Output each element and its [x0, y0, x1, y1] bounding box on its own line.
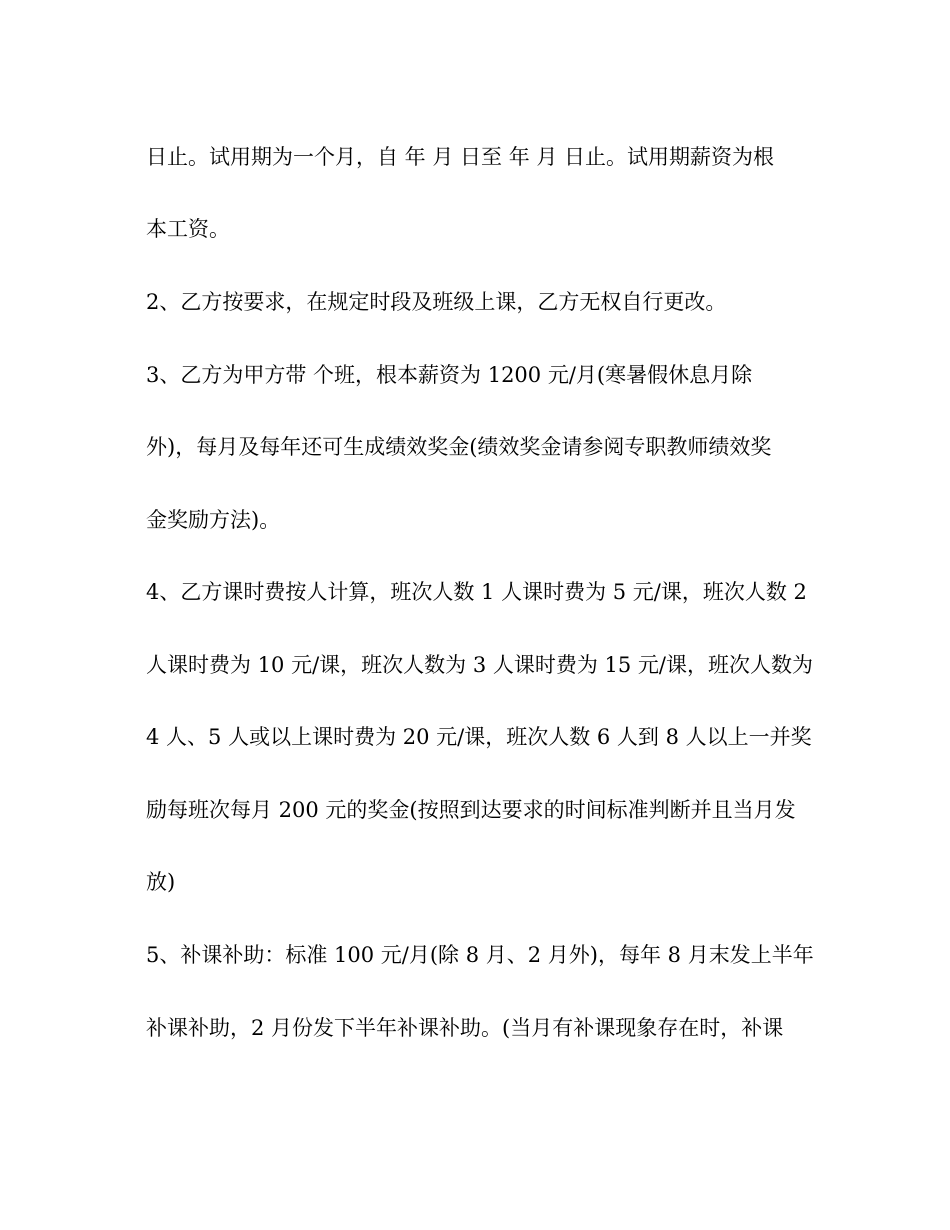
text-line-7: 4、乙方课时费按人计算，班次人数 1 人课时费为 5 元/课，班次人数 2 [146, 580, 807, 604]
text-line-8: 人课时费为 10 元/课，班次人数为 3 人课时费为 15 元/课，班次人数为 [146, 653, 814, 677]
text-line-2: 本工资。 [146, 217, 230, 241]
text-line-1: 日止。试用期为一个月，自 年 月 日至 年 月 日止。试用期薪资为根 [146, 145, 775, 169]
text-line-13: 补课补助，2 月份发下半年补课补助。(当月有补课现象存在时，补课 [146, 1016, 784, 1040]
text-line-10: 励每班次每月 200 元的奖金(按照到达要求的时间标准判断并且当月发 [146, 798, 796, 822]
text-line-12: 5、补课补助：标准 100 元/月(除 8 月、2 月外)，每年 8 月末发上半年 [146, 943, 814, 967]
text-line-9: 4 人、5 人或以上课时费为 20 元/课，班次人数 6 人到 8 人以上一并奖 [146, 725, 812, 749]
text-line-3: 2、乙方按要求，在规定时段及班级上课，乙方无权自行更改。 [146, 290, 727, 314]
text-line-11: 放) [146, 870, 176, 894]
text-line-6: 金奖励方法)。 [146, 508, 281, 532]
text-line-5: 外)，每月及每年还可生成绩效奖金(绩效奖金请参阅专职教师绩效奖 [146, 435, 772, 459]
text-line-4: 3、乙方为甲方带 个班，根本薪资为 1200 元/月(寒暑假休息月除 [146, 363, 753, 387]
